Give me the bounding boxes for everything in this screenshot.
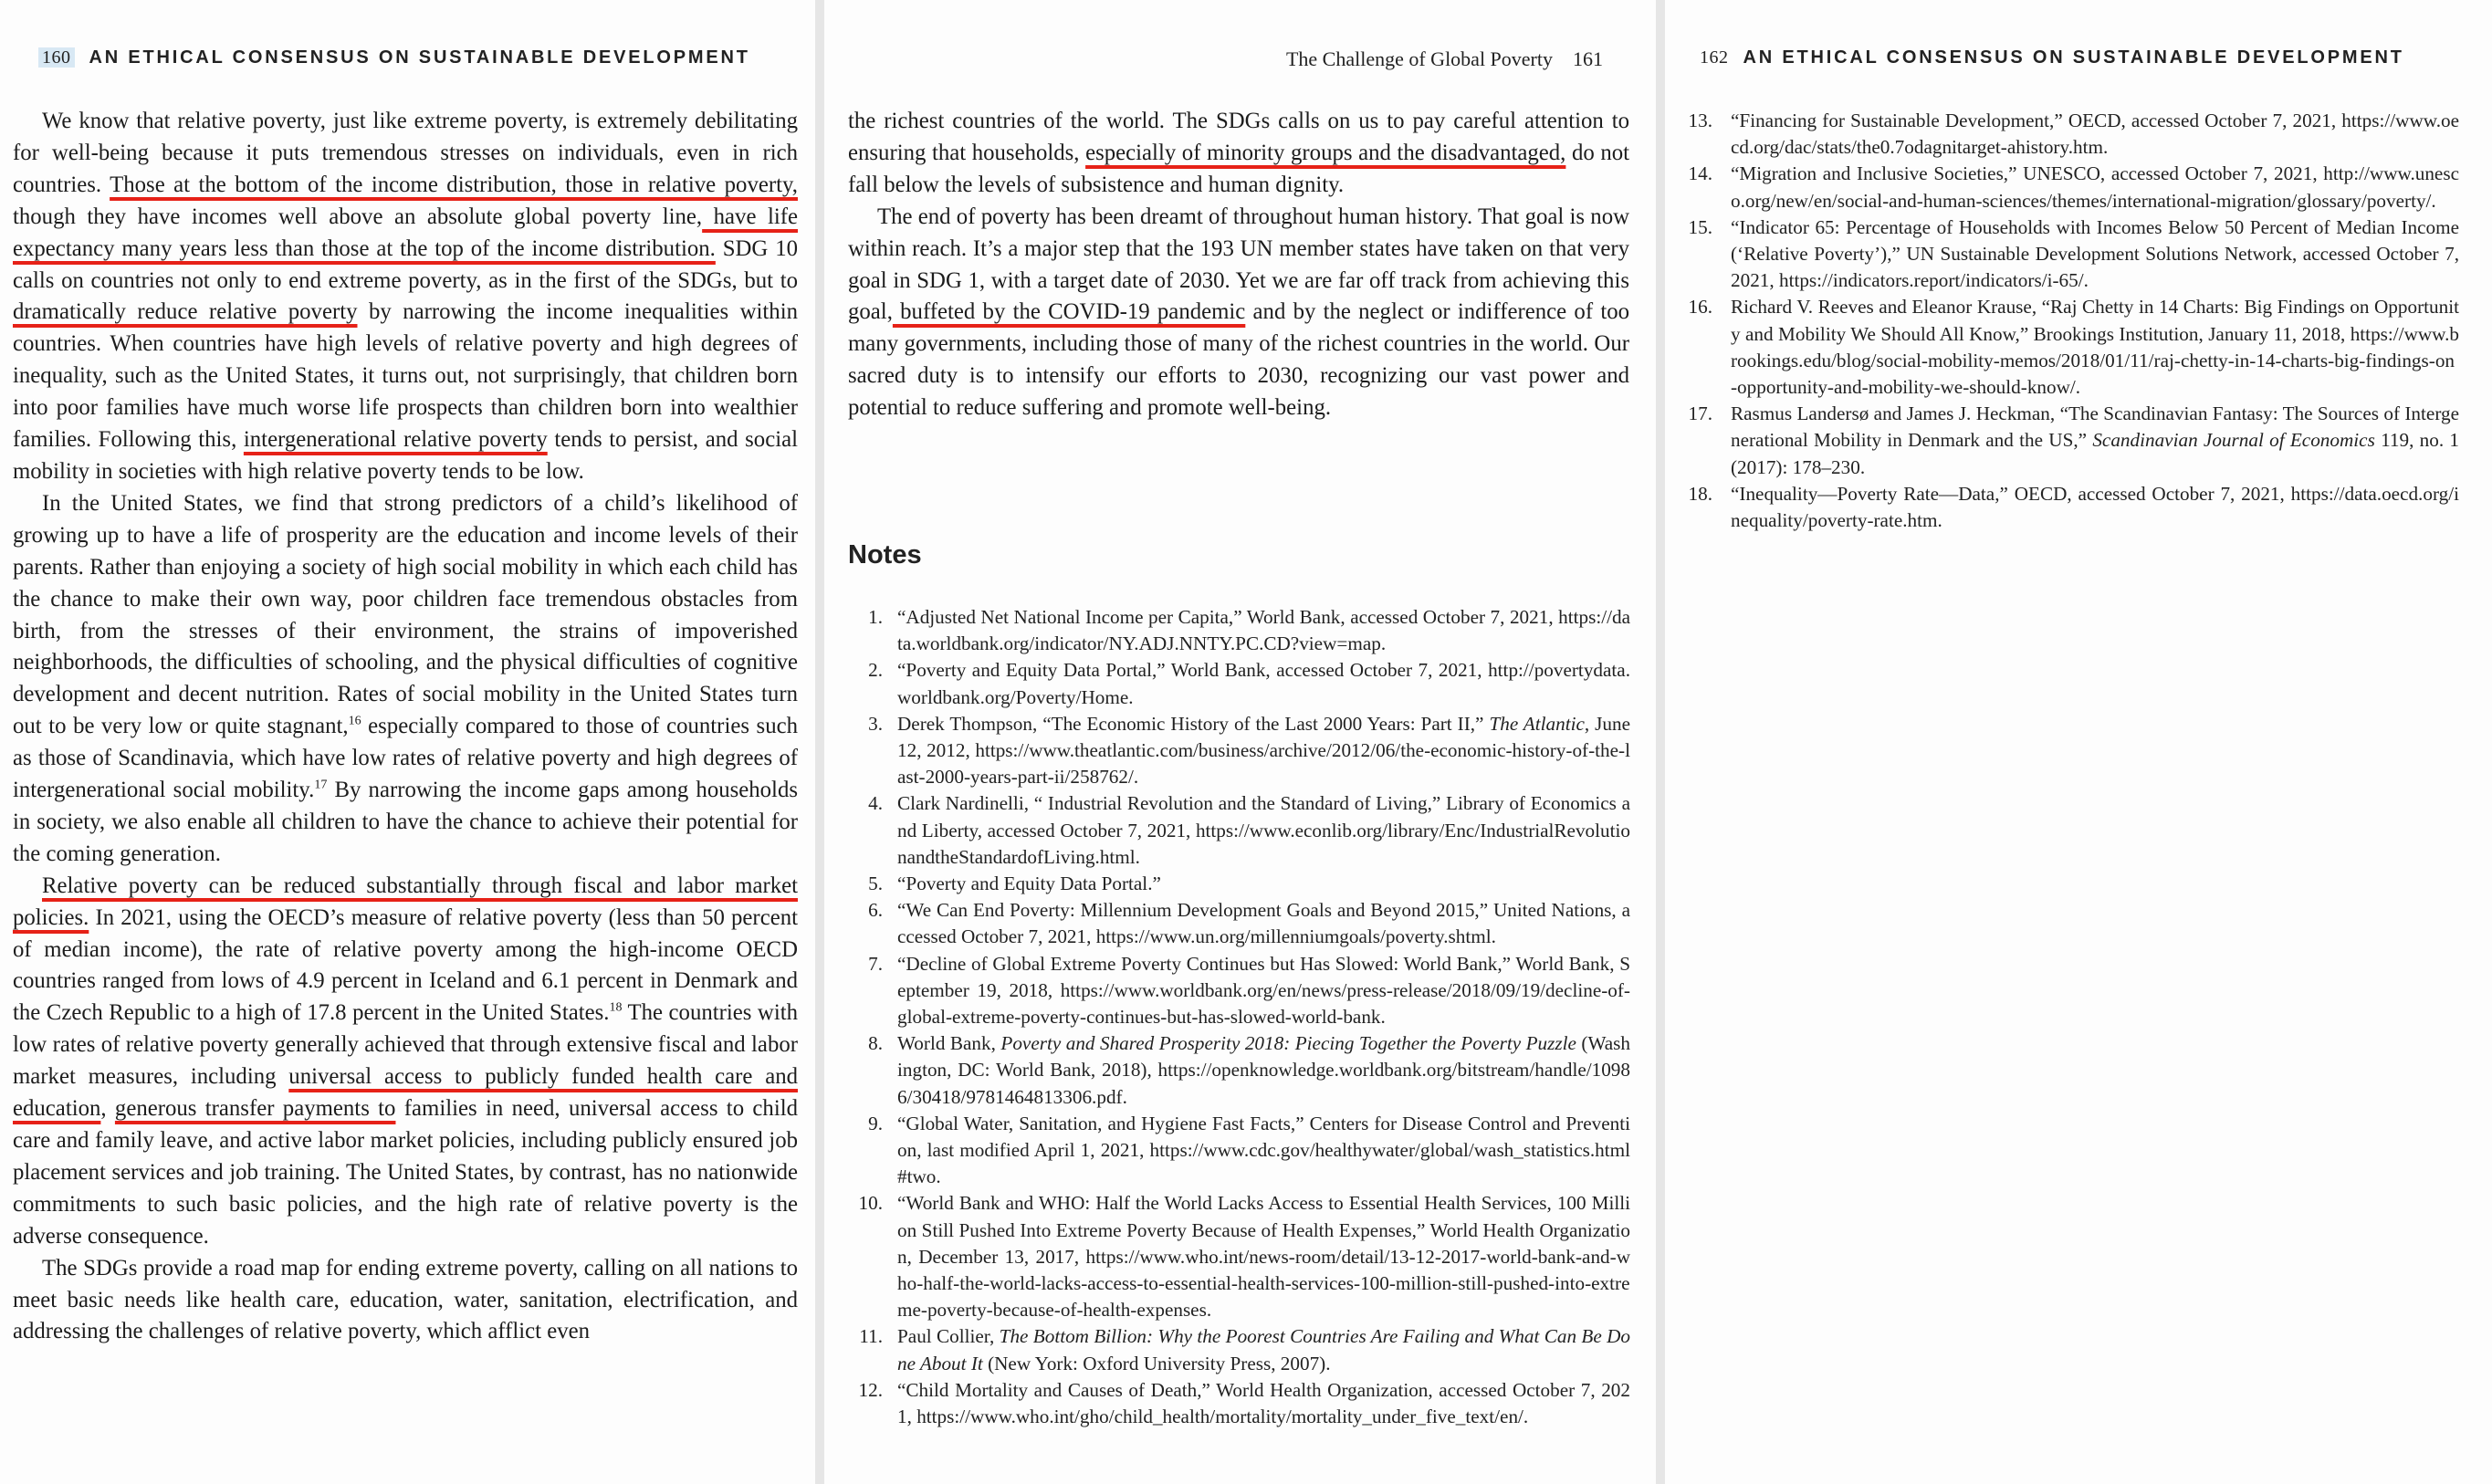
underlined-phrase: Those at the bottom of the income distribution, those in relative poverty,: [110, 172, 798, 197]
text-run: families in need, universal access to child care and family leave, and active labor market policies, including publicly ensured job placement services and job training. The United States, by contrast, has no nationwide commitments to such basic policies, and the high rate of relative poverty is the adverse consequence.: [13, 1096, 799, 1249]
note-item: [1672, 161, 2459, 214]
note-number: 3.: [868, 712, 883, 735]
text-run: do not fall below the levels of subsistence and human dignity.: [848, 140, 1630, 197]
text-run: “Poverty and Equity Data Portal,” World Bank, accessed October 7, 2021, http://povertydata.worldbank.org/Poverty/Home.: [897, 659, 1630, 708]
note-number: 18.: [1688, 482, 1712, 505]
note-item: [1672, 481, 2459, 534]
running-head-title: AN ETHICAL CONSENSUS ON SUSTAINABLE DEVELOPMENT: [89, 47, 750, 68]
text-run: by narrowing the income inequalities within countries. When countries have high levels of relative poverty and high degrees of inequality, such as the United States, it turns out, not surprisingly, that children born into poor families have much worse life prospects than children born into wealthier families. Following this,: [13, 299, 798, 453]
italic-title: The Atlantic: [1489, 712, 1585, 735]
text-run: “Migration and Inclusive Societies,” UNESCO, accessed October 7, 2021, http://www.unesco.org/new/en/social-and-human-sciences/themes/international-migration/glossary/poverty/.: [1731, 162, 2459, 212]
note-text: [897, 606, 1630, 654]
paragraph: [848, 202, 1629, 424]
note-text: [1731, 402, 2459, 477]
note-text: [897, 1325, 1630, 1374]
text-run: “Indicator 65: Percentage of Households with Incomes Below 50 Percent of Median Income (‘Relative Poverty’),” UN Sustainable Development Solutions Network, accessed October 7, 2021, https://indicators.report/indicators/i-65/.: [1731, 215, 2459, 292]
note-number: 17.: [1688, 402, 1712, 425]
italic-title: Poverty and Shared Prosperity 2018: Piecing Together the Poverty Puzzle: [1000, 1032, 1576, 1055]
note-number: 16.: [1688, 296, 1712, 319]
note-number: 11.: [859, 1325, 883, 1348]
note-number: 6.: [868, 899, 883, 922]
paragraph: [13, 488, 798, 871]
text-run: “Inequality—Poverty Rate—Data,” OECD, accessed October 7, 2021, https://data.oecd.org/inequality/poverty-rate.htm.: [1731, 482, 2459, 532]
text-run: 119, no. 1 (2017): 178–230.: [1731, 429, 2460, 478]
note-text: [1731, 296, 2459, 398]
note-number: 2.: [868, 659, 883, 682]
text-run: SDG 10 calls on countries not only to end extreme poverty, as in the first of the SDGs, but to: [13, 235, 798, 293]
note-text: [1731, 110, 2459, 158]
notes-list: [848, 604, 1630, 1430]
text-run: We know that relative poverty, just like extreme poverty, is extremely debilitating for well-being because it puts tremendous stresses on individuals, even in rich countries.: [13, 109, 798, 197]
note-text: [897, 1032, 1630, 1107]
note-item: [848, 871, 1630, 897]
footnote-ref: 17: [314, 778, 328, 792]
text-run: Clark Nardinelli, “ Industrial Revolution and the Standard of Living,” Library of Economics and Liberty, accessed October 7, 2021, https://www.econlib.org/library/Enc/IndustrialRevolutionandtheStandardofLiving.html.: [897, 792, 1630, 868]
note-number: 13.: [1688, 110, 1712, 131]
text-run: “Adjusted Net National Income per Capita,” World Bank, accessed October 7, 2021, https://data.worldbank.org/indicator/NY.ADJ.NNTY.PC.CD?view=map.: [897, 606, 1630, 655]
underlined-phrase: generous transfer payments to: [114, 1096, 396, 1122]
text-run: In the United States, we find that strong predictors of a child’s likelihood of growing up to have a life of prosperity are the education and income levels of their parents. Rather than enjoying a society of high social mobility in which each child has the chance to make their own way, poor children face tremendous obstacles from birth, from the stresses of their environment, the strains of impoverished neighborhoods, the difficulties of schooling, and the physical difficulties of cognitive development and decent nutrition. Rates of social mobility in the United States turn out to be very low or quite stagnant,: [13, 490, 798, 739]
text-run: ,: [100, 1096, 115, 1122]
note-item: [848, 1111, 1630, 1191]
text-run: (Washington, DC: World Bank, 2018), https://openknowledge.worldbank.org/bitstream/handle/10986/30418/9781464813306.pdf.: [897, 1032, 1631, 1108]
note-text: [1731, 483, 2459, 531]
note-item: [848, 1323, 1630, 1376]
note-text: [897, 659, 1630, 707]
text-run: In 2021, using the OECD’s measure of relative poverty (less than 50 percent of median income), the rate of relative poverty among the high-income OECD countries ranged from lows of 4.9 percent in Iceland and 6.1 percent in Denmark and the Czech Republic to a high of 17.8 percent in the United States.: [13, 904, 798, 1026]
paragraph: [13, 871, 798, 1253]
page-number: 161: [1573, 47, 1603, 70]
note-text: [897, 1192, 1630, 1321]
underlined-phrase: have life expectancy many years less than those at the top of the income distribution.: [13, 204, 799, 261]
note-text: [1731, 162, 2459, 211]
body-text: [848, 106, 1629, 424]
note-text: [897, 713, 1630, 788]
page-161: [824, 0, 1656, 1484]
note-item: [848, 897, 1630, 950]
text-run: Rasmus Landersø and James J. Heckman, “The Scandinavian Fantasy: The Sources of Intergenerational Mobility in Denmark and the US,”: [1731, 402, 2459, 452]
note-item: [1672, 294, 2459, 401]
note-number: 1.: [868, 606, 883, 628]
text-run: Richard V. Reeves and Eleanor Krause, “Raj Chetty in 14 Charts: Big Findings on Opportunity and Mobility We Should All Know,” Brookings Institution, January 11, 2018, https://www.brookings.edu/blog/social-mobility-memos/2018/01/11/raj-chetty-in-14-charts-big-findings-on-opportunity-and-mobility-we-should-know/.: [1731, 296, 2459, 399]
text-run: Paul Collier,: [897, 1325, 1000, 1348]
note-number: 10.: [858, 1192, 883, 1215]
note-number: 7.: [868, 952, 883, 975]
note-item: [848, 711, 1630, 791]
page-162: [1665, 0, 2492, 1484]
text-run: World Bank,: [897, 1032, 1001, 1055]
running-head: [38, 47, 750, 68]
text-run: “World Bank and WHO: Half the World Lacks Access to Essential Health Services, 100 Million Still Pushed Into Extreme Poverty Because of Health Expenses,” World Health Organization, December 13, 2017, https://www.who.int/news-room/detail/13-12-2017-world-bank-and-who-half-the-world-lacks-access-to-essential-health-services-100-million-still-pushed-into-extreme-poverty-because-of-health-expenses.: [897, 1192, 1630, 1322]
text-run: , June 12, 2012, https://www.theatlantic.com/business/archive/2012/06/the-economic-history-of-the-last-2000-years-part-ii/258762/.: [897, 712, 1630, 789]
paragraph: [13, 1253, 798, 1349]
text-run: By narrowing the income gaps among households in society, we also enable all children to have the chance to achieve their potential for the coming generation.: [13, 778, 798, 866]
italic-title: The Bottom Billion: Why the Poorest Countries Are Failing and What Can Be Done About It: [897, 1325, 1630, 1374]
text-run: “Global Water, Sanitation, and Hygiene Fast Facts,” Centers for Disease Control and Prevention, last modified April 1, 2021, https://www.cdc.gov/healthywater/global/wash_statistics.html#two.: [897, 1112, 1630, 1188]
text-run: (New York: Oxford University Press, 2007).: [982, 1352, 1331, 1374]
page-number: 160: [38, 47, 75, 68]
text-run: Derek Thompson, “The Economic History of the Last 2000 Years: Part II,”: [897, 712, 1490, 735]
note-item: [1672, 401, 2459, 481]
note-item: [1672, 108, 2459, 161]
underlined-phrase: especially of minority groups and the disadvantaged,: [1085, 140, 1566, 165]
footnote-ref: 18: [609, 1001, 623, 1016]
underlined-phrase: intergenerational relative poverty: [243, 427, 548, 453]
text-run: especially compared to those of countries such as those of Scandinavia, which have low rates of relative poverty and high degrees of intergenerational social mobility.: [13, 714, 798, 803]
note-number: 4.: [868, 792, 883, 815]
text-run: “Decline of Global Extreme Poverty Continues but Has Slowed: World Bank,” World Bank, September 19, 2018, https://www.worldbank.org/en/news/press-release/2018/09/19/decline-of-global-extreme-poverty-continues-but-has-slowed-world-bank.: [897, 952, 1630, 1029]
italic-title: Scandinavian Journal of Economics: [2092, 429, 2375, 452]
note-text: [897, 873, 1161, 894]
page-number: 162: [1700, 47, 1729, 68]
paragraph: [848, 106, 1629, 202]
note-item: [848, 657, 1630, 710]
note-item: [848, 604, 1630, 657]
running-head: [1700, 47, 2404, 68]
underlined-phrase: universal access to publicly funded health care and education: [13, 1064, 798, 1122]
notes-list: [1672, 108, 2459, 534]
running-head: [1286, 47, 1603, 71]
note-number: 5.: [868, 873, 883, 895]
body-text: [13, 106, 798, 1348]
text-run: “Child Mortality and Causes of Death,” World Health Organization, accessed October 7, 2021, https://www.who.int/gho/child_health/mortality/mortality_under_five_text/en/.: [897, 1378, 1630, 1428]
underlined-phrase: Relative poverty can be reduced substantially through fiscal and labor market policies.: [13, 873, 798, 930]
text-run: The countries with low rates of relative poverty generally achieved that through extensive fiscal and labor market measures, including: [13, 1000, 798, 1090]
note-text: [897, 1113, 1630, 1187]
note-text: [897, 953, 1630, 1028]
paragraph: [13, 106, 798, 488]
underlined-phrase: buffeted by the COVID-19 pandemic: [892, 299, 1246, 325]
text-run: tends to persist, and social mobility in societies with high relative poverty tends to be low.: [13, 427, 798, 484]
text-run: the richest countries of the world. The SDGs calls on us to pay careful attention to ensuring that households,: [848, 109, 1629, 165]
note-number: 14.: [1688, 162, 1712, 185]
running-head-title: The Challenge of Global Poverty: [1285, 47, 1553, 70]
note-text: [897, 899, 1630, 947]
note-text: [897, 1379, 1630, 1427]
note-item: [1672, 214, 2459, 295]
note-text: [897, 792, 1630, 867]
underlined-phrase: dramatically reduce relative poverty: [13, 299, 358, 325]
text-run: “Poverty and Equity Data Portal.”: [897, 873, 1161, 895]
note-number: 9.: [868, 1112, 883, 1134]
note-item: [848, 951, 1630, 1031]
footnote-ref: 16: [348, 714, 361, 728]
text-run: and by the neglect or indifference of too many governments, including those of many of the richest countries in the world. Our sacred duty is to intensify our efforts to 2030, recognizing our vast power and potential to reduce suffering and promote well-being.: [848, 299, 1630, 421]
text-run: The end of poverty has been dreamt of throughout human history. That goal is now within reach. It’s a major step that the 193 UN member states have taken on that very goal in SDG 1, with a target date of 2030. Yet we are far off track from achieving this goal,: [848, 204, 1629, 325]
note-item: [848, 790, 1630, 871]
note-number: 8.: [868, 1032, 883, 1055]
note-number: 15.: [1688, 215, 1712, 238]
text-run: The SDGs provide a road map for ending extreme poverty, calling on all nations to meet basic needs like health care, education, water, sanitation, electrification, and addressing the challenges of relative poverty, which afflict even: [13, 1255, 798, 1344]
note-item: [848, 1377, 1630, 1430]
notes-heading: Notes: [848, 540, 922, 570]
text-run: “Financing for Sustainable Development,” OECD, accessed October 7, 2021, https://www.oecd.org/dac/stats/the0.7odagnitarget-ahistory.htm.: [1731, 110, 2459, 159]
note-item: [848, 1030, 1630, 1111]
text-run: “We Can End Poverty: Millennium Development Goals and Beyond 2015,” United Nations, accessed October 7, 2021, https://www.un.org/millenniumgoals/poverty.shtml.: [897, 899, 1630, 948]
running-head-title: AN ETHICAL CONSENSUS ON SUSTAINABLE DEVELOPMENT: [1743, 47, 2404, 68]
text-run: though they have incomes well above an absolute global poverty line,: [13, 204, 703, 229]
note-text: [1731, 216, 2459, 291]
note-number: 12.: [858, 1378, 883, 1401]
note-item: [848, 1190, 1630, 1323]
page-160: [0, 0, 815, 1484]
